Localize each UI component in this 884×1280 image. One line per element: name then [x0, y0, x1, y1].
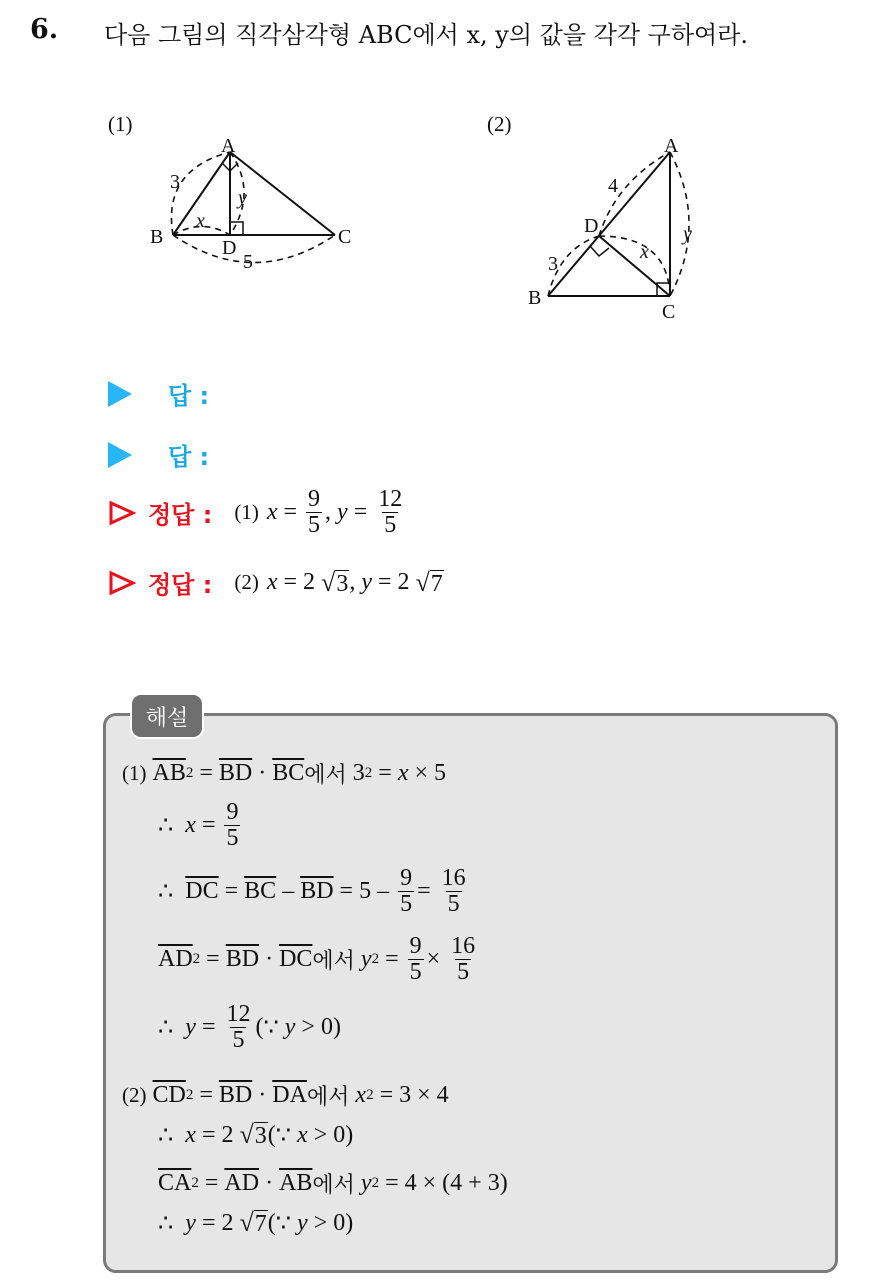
- fig1-label-bd: x: [196, 210, 205, 232]
- fig2-right-angle-d: [590, 246, 609, 256]
- answer-blank-label: 답 :: [168, 443, 210, 471]
- blue-arrow-icon: [108, 442, 132, 468]
- red-outline-arrow-icon: [108, 570, 136, 596]
- correct-answer-label: 정답 :: [148, 501, 213, 530]
- fig2-point-a: A: [664, 135, 679, 157]
- solution-line-1: (1) $\overline{AB}$ 2 = $\overline{BD}$ · $\overline{BC}$ 에서 3 2 = x × 5: [122, 760, 447, 788]
- fig2-point-d: D: [584, 215, 599, 237]
- fig2-point-b: B: [528, 287, 542, 309]
- solution-line-3: ∴ $\overline{DC}$ = $\overline{BC}$ – $\overline{BD}$ = 5 – $\frac{9}{5}$ = $\frac{16}{5}$: [158, 865, 466, 918]
- fig1-point-d: D: [222, 237, 237, 259]
- solution-line-2: ∴ x = $\frac{9}{5}$: [158, 799, 239, 852]
- solution-tag: 해설: [130, 693, 204, 739]
- blue-arrow-icon: [108, 381, 132, 407]
- answer-blank-label: 답 :: [168, 382, 210, 410]
- red-outline-arrow-icon: [108, 500, 136, 526]
- fig2-label-bd: 3: [548, 253, 558, 275]
- correct-answer-1: 정답 : (1) x = $\frac{9}{5}$ , y = $\frac{12}{5}$: [108, 487, 407, 538]
- solution-line-7: ∴ x = 2 √ 3 ( ∵ x > 0 ): [158, 1120, 354, 1149]
- answer-part: (2): [234, 570, 259, 594]
- solution-line-6: (2) $\overline{CD}$ 2 = $\overline{BD}$ · $\overline{DA}$ 에서 x 2 = 3 × 4: [122, 1082, 449, 1110]
- solution-line-4: $\overline{AD}$ 2 = $\overline{BD}$ · $\overline{DC}$ 에서 y 2 = $\frac{9}{5}$ × $\frac{16}{5}$: [158, 933, 476, 986]
- fig1-label-ad: y: [238, 187, 247, 209]
- correct-answer-label: 정답 :: [148, 571, 213, 599]
- answer-y-fraction: $\frac{12}{5}$: [378, 486, 403, 539]
- fig2-edge-ab: [548, 152, 670, 296]
- answer-blank-1: [108, 376, 209, 411]
- fig1-arc-bc: [173, 235, 335, 263]
- figure-2-diagram: [520, 130, 720, 330]
- solution-line-5: ∴ y = $\frac{12}{5}$ ( ∵ y > 0 ): [158, 1001, 341, 1054]
- fig2-label-ac: y: [683, 223, 692, 245]
- fig1-label-ab: 3: [170, 171, 180, 193]
- answer-x-fraction: $\frac{9}{5}$: [308, 486, 321, 539]
- fig1-label-bc: 5: [243, 251, 253, 273]
- fig2-label-ad: 4: [608, 175, 618, 197]
- figure-2-label: (2): [487, 112, 512, 136]
- fig1-point-c: C: [338, 226, 352, 248]
- figure-1-label: (1): [108, 112, 133, 136]
- figure-1-diagram: [140, 130, 380, 280]
- answer-blank-2: [108, 437, 209, 472]
- fig1-point-a: A: [221, 135, 236, 157]
- fig1-point-b: B: [150, 226, 164, 248]
- fig2-label-cd: x: [640, 241, 649, 263]
- solution-line-8: $\overline{CA}$ 2 = $\overline{AD}$ · $\overline{AB}$ 에서 y 2 = 4 × ( 4 + 3 ): [158, 1170, 508, 1198]
- solution-line-9: ∴ y = 2 √ 7 ( ∵ y > 0 ): [158, 1208, 354, 1237]
- question-text: 다음 그림의 직각삼각형 ABC에서 x, y의 값을 각각 구하여라.: [104, 21, 749, 49]
- fig2-point-c: C: [662, 301, 676, 323]
- fig1-right-angle-d: [230, 222, 243, 235]
- answer-part: (1): [234, 500, 259, 525]
- correct-answer-2: 정답 : (2) x = 2 √ 3 , y = 2 √ 7: [108, 565, 444, 600]
- question-number: 6.: [30, 14, 59, 45]
- fig2-altitude-cd: [599, 236, 670, 296]
